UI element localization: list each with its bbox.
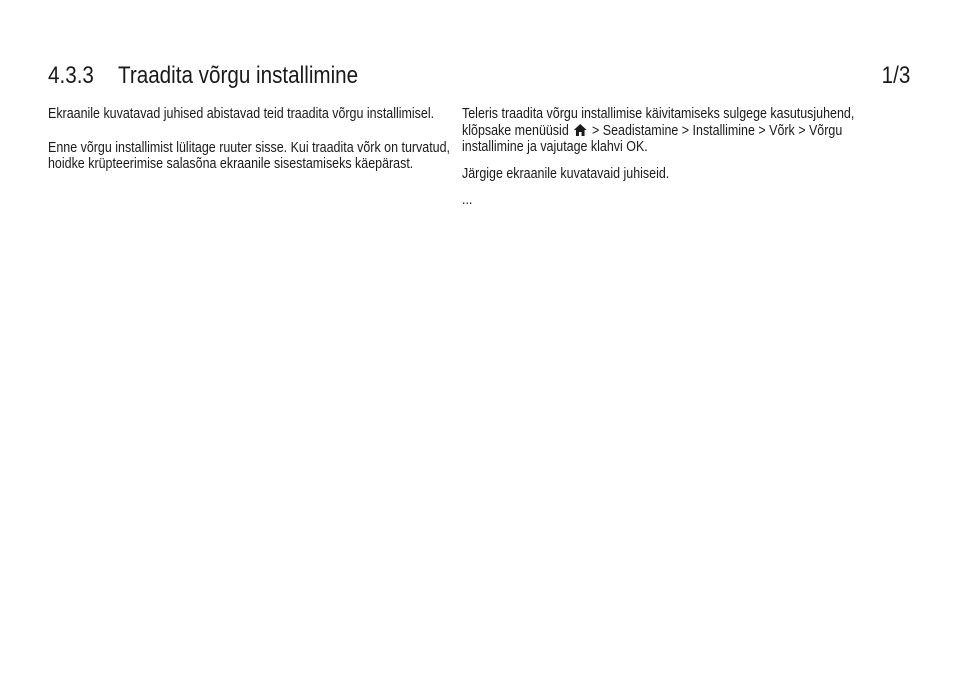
continuation-ellipsis: ... <box>462 192 473 208</box>
right-column <box>462 106 892 209</box>
intro-paragraph: Ekraanile kuvatavad juhised abistavad teid traadita võrgu installimisel. <box>48 106 435 122</box>
follow-instructions-paragraph: Järgige ekraanile kuvatavaid juhiseid. <box>462 165 670 182</box>
page-header <box>48 60 910 94</box>
page-indicator: 1/3 <box>881 62 910 89</box>
section-title: Traadita võrgu installimine <box>118 62 359 89</box>
home-icon <box>574 124 587 136</box>
instructions-text-start: Teleris traadita võrgu installimise käivitamiseks sulgege kasutusjuhend, klõpsake menüüsid <box>462 106 855 139</box>
router-paragraph: Enne võrgu installimist lülitage ruuter sisse. Kui traadita võrk on turvatud, hoidke krüpteerimise salasõna ekraanile sisestamiseks käepärast. <box>48 139 451 172</box>
section-number: 4.3.3 <box>48 62 94 89</box>
instructions-paragraph <box>462 106 891 156</box>
instructions-text-end: > Seadistamine > Installimine > Võrk > Võrgu installimine ja vajutage klahvi OK. <box>462 122 843 155</box>
left-column <box>48 106 488 173</box>
